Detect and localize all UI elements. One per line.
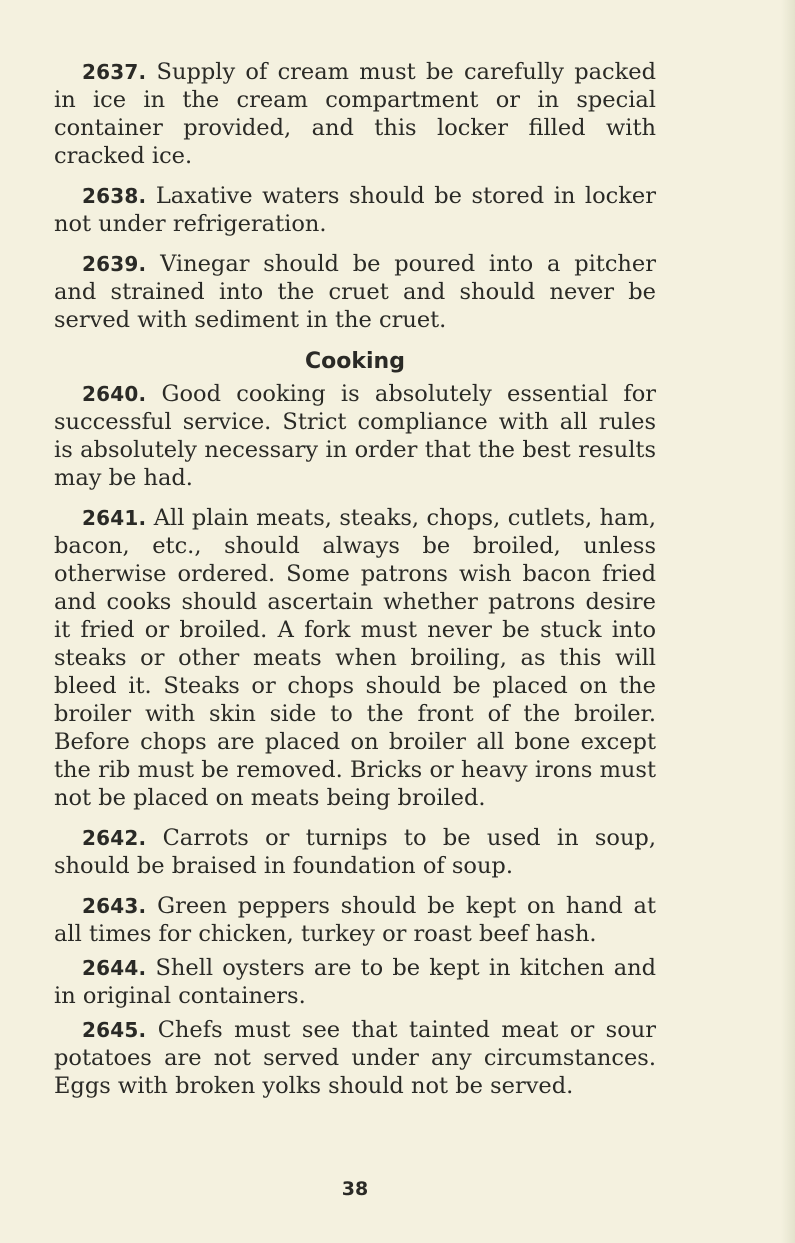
paragraph-number: 2641. [82,506,147,530]
paragraph-text: Chefs must see that tainted meat or sour potatoes are not served under any circumstances. Eggs with broken yolks should not be served. [54,1017,656,1099]
paragraph-text: Green peppers should be kept on hand at all times for chicken, turkey or roast beef hash. [54,893,657,947]
paragraph-text: Good cooking is absolutely essential for successful service. Strict compliance with all rules is absolutely necessary in order that the best results may be had. [54,381,656,491]
paragraph-number: 2642. [82,826,147,850]
page-edge [781,0,795,1243]
paragraph-2642 [54,824,656,880]
page-body [54,58,656,1100]
paragraph-2637 [54,58,656,170]
paragraph-number: 2637. [82,60,147,84]
paragraph-2644 [54,954,656,1010]
paragraph-2640 [54,380,656,492]
paragraph-text: Shell oysters are to be kept in kitchen and in original containers. [54,955,657,1009]
paragraph-number: 2643. [82,894,147,918]
section-heading: Cooking [305,349,405,374]
paragraph-number: 2638. [82,184,147,208]
paragraph-2641 [54,504,656,812]
paragraph-2645 [54,1016,656,1100]
paragraph-number: 2639. [82,252,147,276]
paragraph-number: 2644. [82,956,147,980]
paragraph-2638 [54,182,656,238]
paragraph-text: Laxative waters should be stored in locker not under refrigeration. [54,183,656,237]
paragraph-number: 2640. [82,382,147,406]
paragraph-2639 [54,250,656,334]
page-number: 38 [341,1178,369,1200]
paragraph-2643 [54,892,656,948]
paragraph-number: 2645. [82,1018,147,1042]
paragraph-text: Vinegar should be poured into a pitcher and strained into the cruet and should never be served with sediment in the cruet. [54,251,656,333]
paragraph-text: All plain meats, steaks, chops, cutlets, ham, bacon, etc., should always be broiled, unless otherwise ordered. Some patrons wish bacon fried and cooks should ascertain whether patrons desire it fried or broiled. A fork must never be stuck into steaks or other meats when broiling, as this will bleed it. Steaks or chops should be placed on the broiler with skin side to the front of the broiler. Before chops are placed on broiler all bone except the rib must be removed. Bricks or heavy irons must not be placed on meats being broiled. [54,505,657,811]
paragraph-text: Supply of cream must be carefully packed in ice in the cream compartment or in special container provided, and this locker filled with cracked ice. [54,59,656,169]
paragraph-text: Carrots or turnips to be used in soup, should be braised in foundation of soup. [54,825,656,879]
